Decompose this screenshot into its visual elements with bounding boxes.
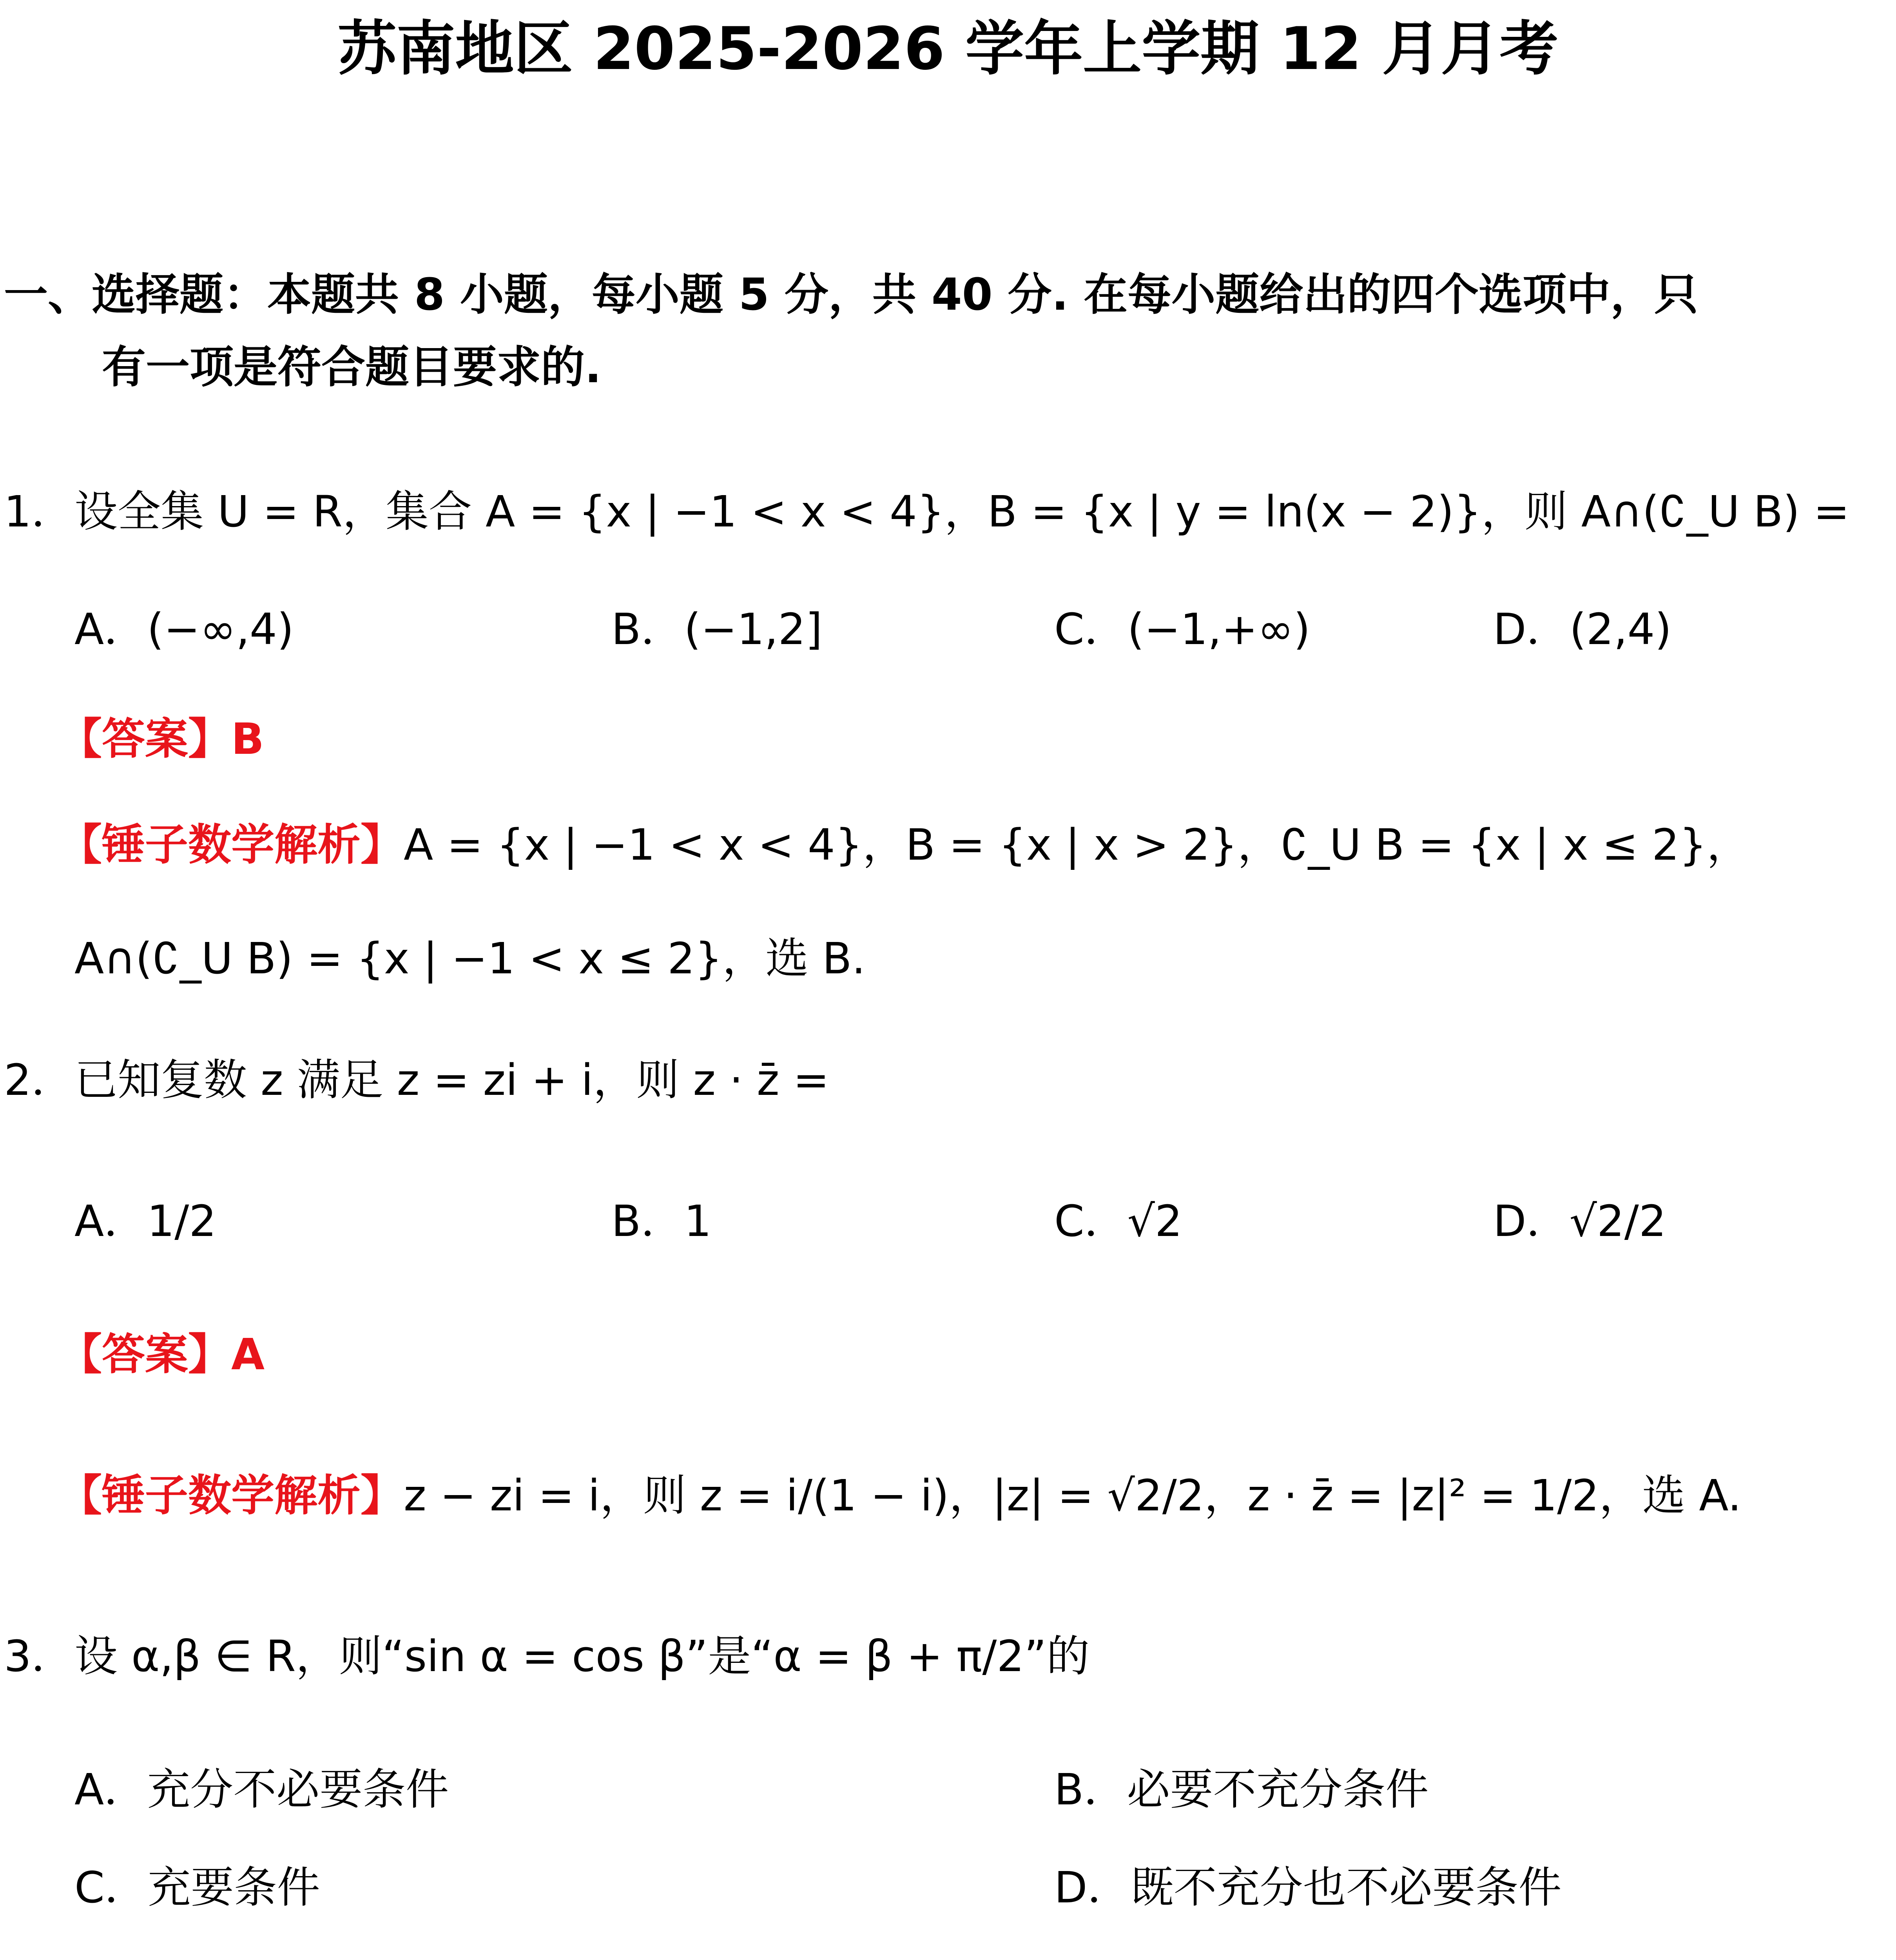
q3-option-c: C．充要条件 <box>74 1862 320 1913</box>
q1-analysis-line1 <box>59 815 1750 874</box>
q3-option-d: D．既不充分也不必要条件 <box>1054 1862 1562 1913</box>
q1-option-c: C．(−1,+∞) <box>1054 604 1311 654</box>
q2-option-d: D．√2/2 <box>1493 1196 1666 1246</box>
q1-answer: 【答案】B <box>59 714 264 764</box>
q1-analysis-label: 【锤子数学解析】 <box>59 820 404 870</box>
q1-analysis-text1: A = {x | −1 < x < 4}，B = {x | x > 2}，∁_U B = {x | x ≤ 2}， <box>404 820 1750 870</box>
q1-analysis-line2: A∩(∁_U B) = {x | −1 < x ≤ 2}，选 B. <box>74 933 866 984</box>
q2-stem: 2．已知复数 z 满足 z = zi + i，则 z · z̄ = <box>4 1055 829 1105</box>
q2-option-a: A．1/2 <box>74 1196 217 1246</box>
section-heading-line1: 一、选择题：本题共 8 小题，每小题 5 分，共 40 分. 在每小题给出的四个选项中，只 <box>4 269 1698 320</box>
q2-analysis-label: 【锤子数学解析】 <box>59 1470 404 1521</box>
q1-option-b: B．(−1,2] <box>611 604 823 654</box>
section-heading-line2: 有一项是符合题目要求的. <box>102 342 602 393</box>
section-heading <box>4 259 1885 404</box>
q2-answer: 【答案】A <box>59 1329 265 1379</box>
q1-stem: 1．设全集 U = R，集合 A = {x | −1 < x < 4}，B = {x | y = ln(x − 2)}，则 A∩(∁_U B) = <box>4 486 1850 537</box>
q2-option-b: B．1 <box>611 1196 712 1246</box>
q3-option-a: A．充分不必要条件 <box>74 1764 449 1815</box>
q3-answer <box>59 1956 264 1960</box>
q2-analysis-text1: z − zi = i，则 z = i/(1 − i)，|z| = √2/2，z · z̄ = |z|² = 1/2，选 A. <box>404 1470 1742 1521</box>
q1-option-d: D．(2,4) <box>1493 604 1672 654</box>
q1-option-a: A．(−∞,4) <box>74 604 294 654</box>
q2-option-c: C．√2 <box>1054 1196 1182 1246</box>
q3-stem: 3．设 α,β ∈ R，则“sin α = cos β”是“α = β + π/2”的 <box>4 1631 1090 1681</box>
page-title: 苏南地区 2025-2026 学年上学期 12 月月考 <box>337 15 1559 83</box>
q2-analysis-line1 <box>59 1466 1742 1525</box>
q3-option-b: B．必要不充分条件 <box>1054 1764 1429 1815</box>
